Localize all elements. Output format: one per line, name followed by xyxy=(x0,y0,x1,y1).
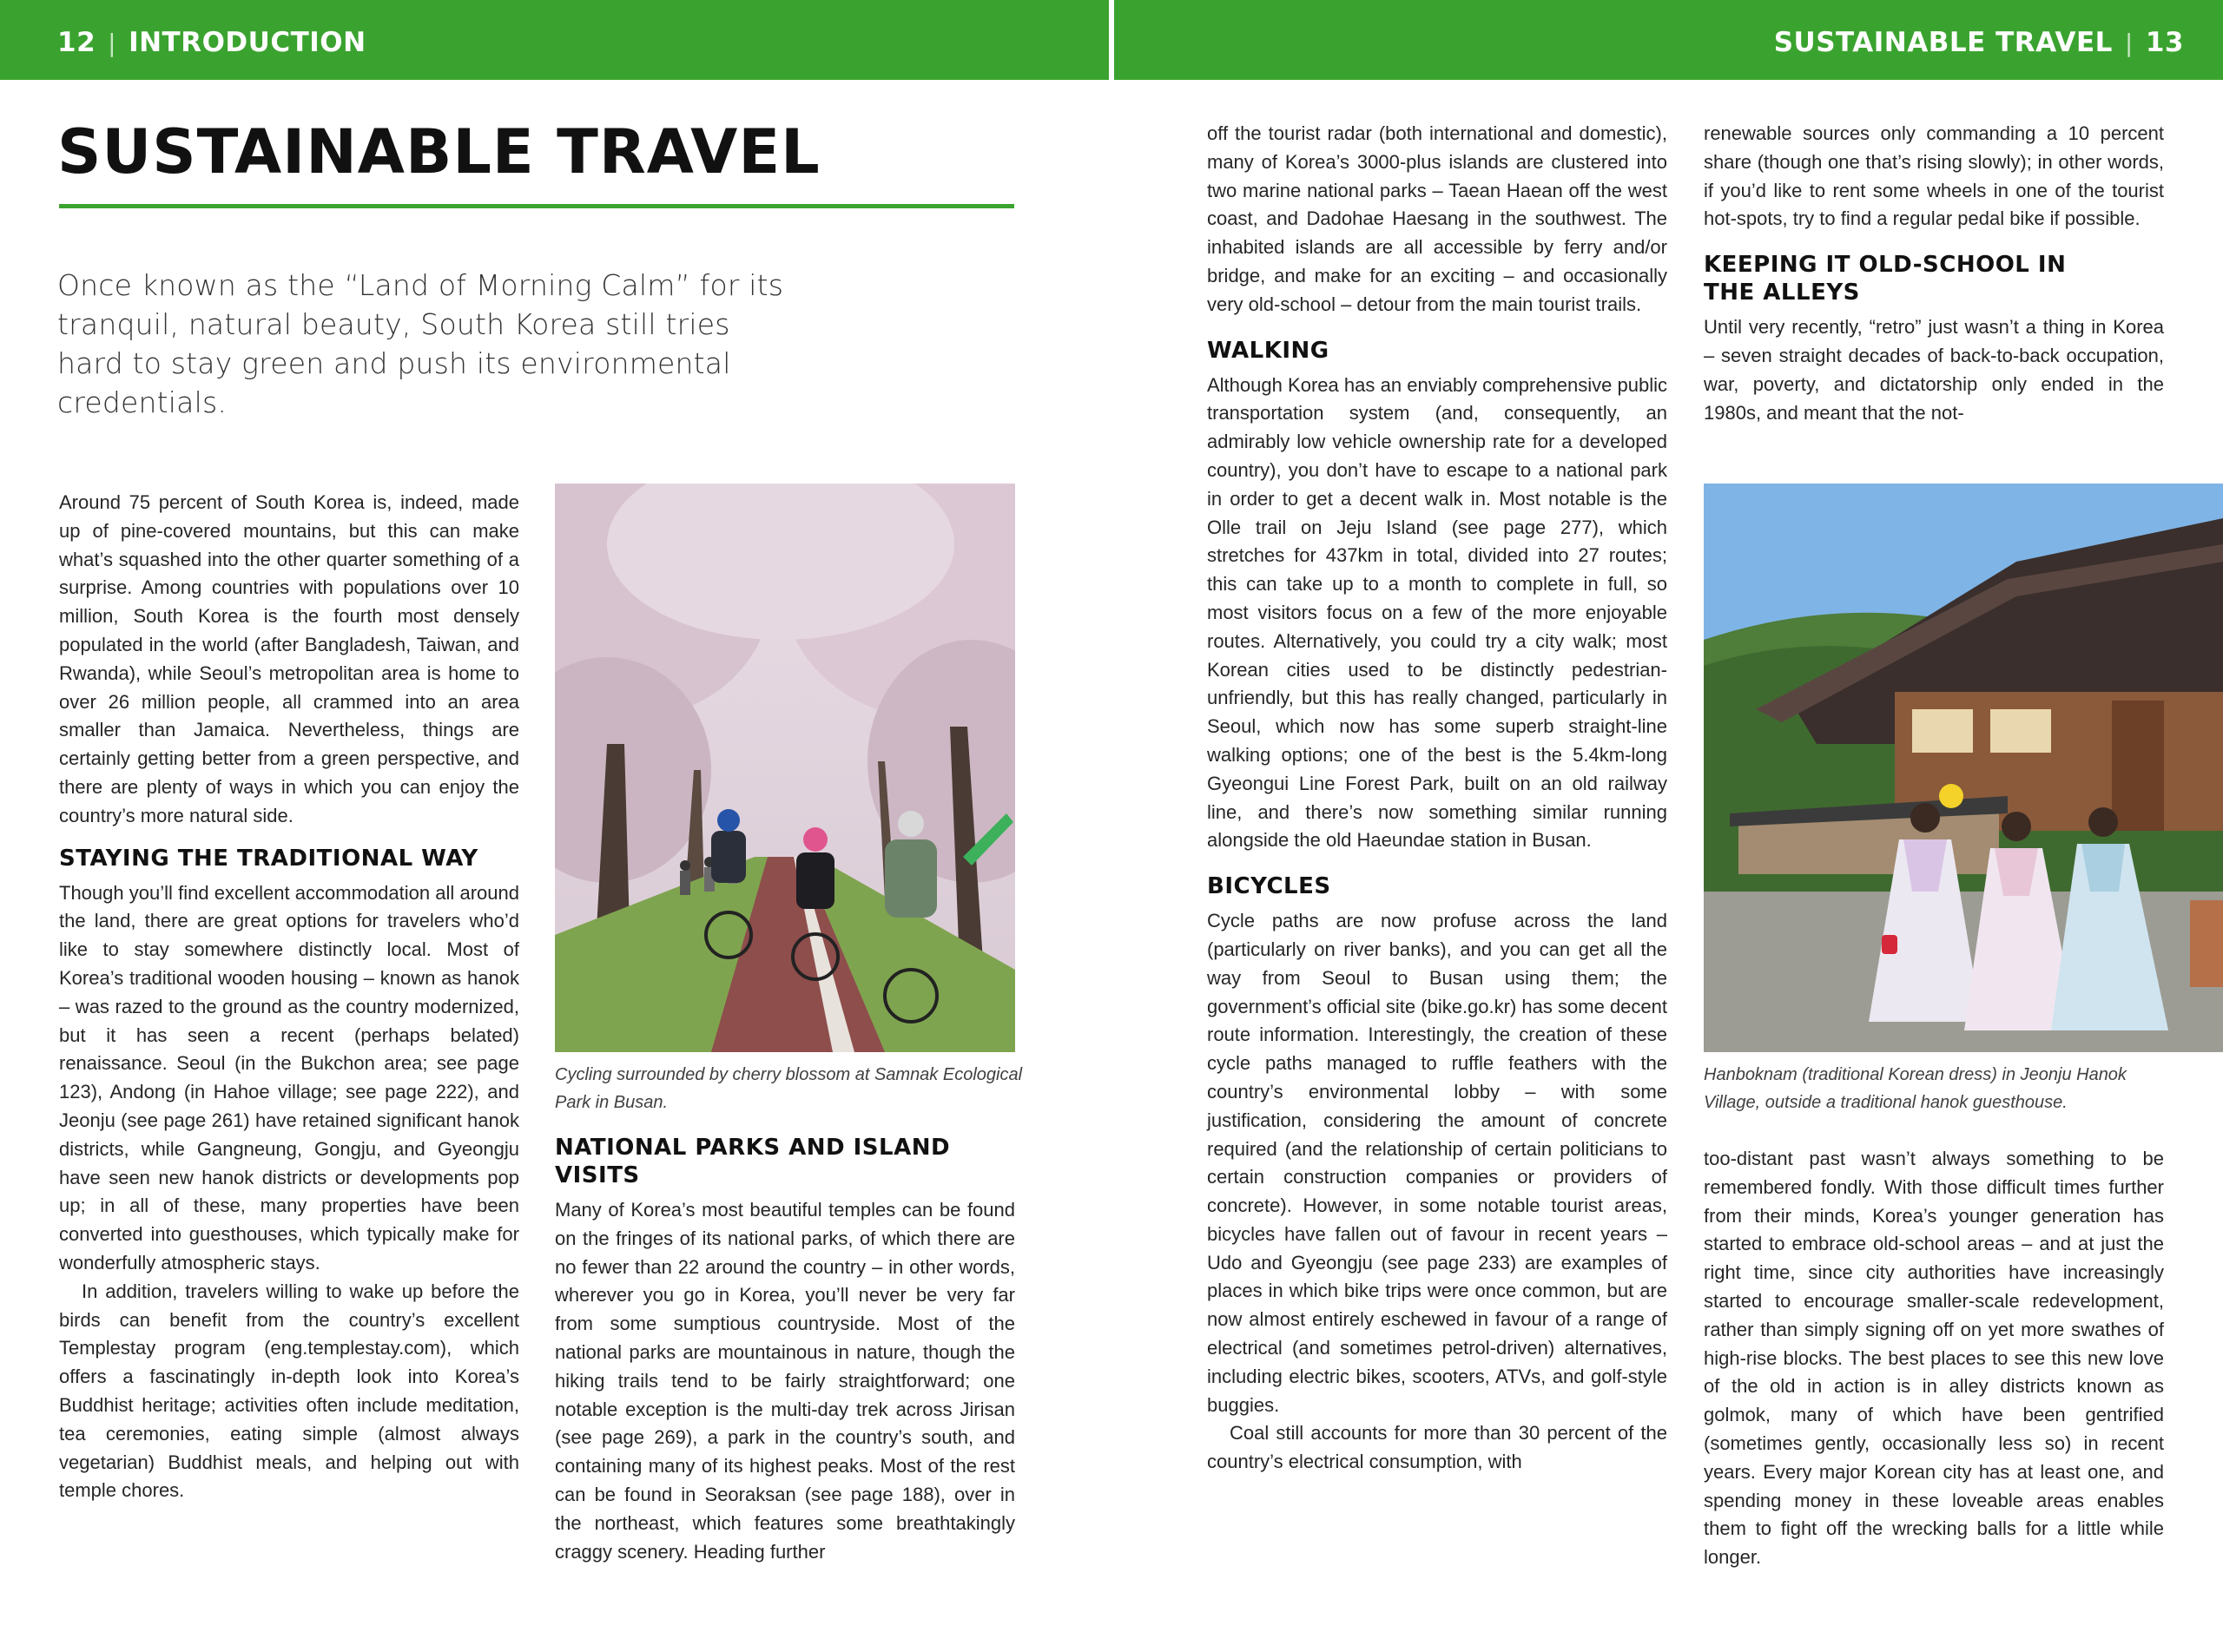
paragraph: Though you’ll find excellent accommodation all around the land, there are great options for travelers who’d like to stay somewhere distinctly local. Most of Korea’s traditional wooden housing – known as hanok – was razed to the ground as the country modernized, but it has seen a recent (perhaps belated) renaissance. Seoul (in the Bukchon area; see page 123), Andong (in Hahoe village; see page 222), and Jeonju (see page 261) have retained significant hanok districts, while Gangneung, Gongju, and Gyeongju have seen new hanok districts or developments pop up; in all of these, many properties have been converted into guesthouses, which typically make for wonderfully atmospheric stays. xyxy=(59,881,519,1274)
column-4-top xyxy=(1704,120,2164,427)
paragraph: too-distant past wasn’t always something to be remembered fondly. With those difficult times further from their minds, Korea’s younger generation has started to embrace old-school areas – and at just the right time, since city authorities have increasingly started to encourage smaller-scale redevelopment, rather than simply signing off on yet more swathes of high-rise blocks. The best places to see this new love of the old in action is in alley districts known as golmok, many of which have been gentrified (sometimes gently, occasionally less so) in recent years. Every major Korean city has at least one, and spending money in these loveable areas enables them to fight off the wrecking balls for a little while longer. xyxy=(1704,1148,2164,1569)
column-3 xyxy=(1207,120,1667,1477)
heading-bicycles: BICYCLES xyxy=(1207,873,1331,900)
paragraph: Around 75 percent of South Korea is, indeed, made up of pine-covered mountains, but this can make what’s squashed into the other quarter something of a surprise. Among countries with populations over 10 million, South Korea is the fourth most densely populated in the world (after Bangladesh, Taiwan, and Rwanda), while Seoul’s metropolitan area is home to over 26 million people, all crammed into an area smaller than Jamaica. Nevertheless, things are certainly getting better from a green perspective, and there are plenty of ways in which you can enjoy the country’s more natural side. xyxy=(59,491,519,826)
intro-standfirst: Once known as the “Land of Morning Calm” for its tranquil, natural beauty, South Korea still tries hard to stay green and push its environmental credentials. xyxy=(57,268,784,419)
running-head-left xyxy=(57,27,366,58)
paragraph: Coal still accounts for more than 30 percent of the country’s electrical consumption, with xyxy=(1207,1422,1667,1473)
page-number-right: 13 xyxy=(2145,27,2184,58)
column-2 xyxy=(555,1125,1015,1566)
heading-walking: WALKING xyxy=(1207,337,1329,364)
page-number-left: 12 xyxy=(57,27,96,58)
paragraph: In addition, travelers willing to wake up before the birds can benefit from the country’s excellent Templestay program (eng.templestay.com), which offers a fascinatingly in-depth look into Korea’s Buddhist heritage; activities often include meditation, tea ceremonies, eating simple (almost always vegetarian) Buddhist meals, and helping out with temple chores. xyxy=(59,1280,519,1502)
running-head-right xyxy=(1773,27,2184,58)
photo-cherry-blossom-cyclists xyxy=(555,484,1015,1052)
title-underline xyxy=(59,204,1014,208)
heading-national-parks: NATIONAL PARKS AND ISLAND VISITS xyxy=(555,1135,951,1188)
heading-keeping-old-school: KEEPING IT OLD-SCHOOL IN THE ALLEYS xyxy=(1704,252,2067,306)
heading-staying-traditional: STAYING THE TRADITIONAL WAY xyxy=(59,845,478,872)
paragraph: Although Korea has an enviably comprehensive public transportation system (and, consequently, an admirably low vehicle ownership rate for a developed country), you don’t have to escape to a national park in order to get a decent walk in. Most notable is the Olle trail on Jeju Island (see page 277), which stretches for 437km in total, divided into 27 routes; this can take up to a month to complete in full, so most visitors focus on a few of the more enjoyable routes. Alternatively, you could try a city walk; most Korean cities used to be distinctly pedestrian-unfriendly, but this has really changed, particularly in Seoul, which now has some superb straight-line walking options; one of the best is the 5.4km-long Gyeongui Line Forest Park, built on an old railway line, and there’s now something similar running alongside the old Haeundae station in Busan. xyxy=(1207,373,1667,852)
photo-hanbok-jeonju xyxy=(1704,484,2223,1052)
paragraph: off the tourist radar (both international and domestic), many of Korea’s 3000-plus islands are clustered into two marine national parks – Taean Haean off the west coast, and Dadohae Haesang in the southwest. The inhabited islands are all accessible by ferry and/or bridge, and make for an exciting – and occasionally very old-school – detour from the main tourist trails. xyxy=(1207,122,1667,315)
hanok-village-illustration xyxy=(1704,484,2223,1052)
column-1 xyxy=(59,489,519,1505)
cherry-blossom-illustration xyxy=(555,484,1015,1052)
paragraph: Until very recently, “retro” just wasn’t a thing in Korea – seven straight decades of back-to-back occupation, war, poverty, and dictatorship only ended in the 1980s, and meant that the not- xyxy=(1704,316,2164,424)
running-head-separator: | xyxy=(2124,29,2134,57)
caption-cherry-blossom: Cycling surrounded by cherry blossom at Samnak Ecological Park in Busan. xyxy=(555,1065,1023,1112)
paragraph: Cycle paths are now profuse across the land (particularly on river banks), and you can get all the way from Seoul to Busan using them; the government’s official site (bike.go.kr) has some decent route information. Interestingly, the creation of these cycle paths managed to ruffle feathers with the country’s environmental lobby – with some justification, considering the amount of concrete required (and the relationship of certain politicians to certain construction companies or providers of concrete). However, in some notable tourist areas, bicycles have fallen out of favour in recent years – Udo and Gyeongju (see page 233) are examples of places in which bike trips were once common, but are now almost entirely eschewed in favour of a range of electrical (and sometimes petrol-driven) alternatives, including electric bikes, scooters, ATVs, and golf-style buggies. xyxy=(1207,910,1667,1416)
column-4-bottom xyxy=(1704,1145,2164,1572)
page-title: SUSTAINABLE TRAVEL xyxy=(57,116,821,188)
caption-hanbok: Hanboknam (traditional Korean dress) in Jeonju Hanok Village, outside a traditional hanok guesthouse. xyxy=(1704,1065,2127,1112)
paragraph: Many of Korea’s most beautiful temples can be found on the fringes of its national parks, of which there are no fewer than 22 around the country – in other words, wherever you go in Korea, you’ll never be very far from some sumptious countryside. Most of the national parks are mountainous in nature, though the hiking trails tend to be fairly straightforward; one notable exception is the multi-day trek across Jirisan (see page 269), a park in the country’s south, and containing many of its highest peaks. Most of the rest can be found in Seoraksan (see page 188), over in the northeast, which features some breathtakingly craggy scenery. Heading further xyxy=(555,1199,1015,1563)
section-name-right: SUSTAINABLE TRAVEL xyxy=(1773,27,2113,58)
section-name-left: INTRODUCTION xyxy=(129,27,366,58)
running-head-separator: | xyxy=(108,29,117,57)
paragraph: renewable sources only commanding a 10 percent share (though one that’s rising slowly); in other words, if you’d like to rent some wheels in one of the tourist hot-spots, try to find a regular pedal bike if possible. xyxy=(1704,122,2164,230)
